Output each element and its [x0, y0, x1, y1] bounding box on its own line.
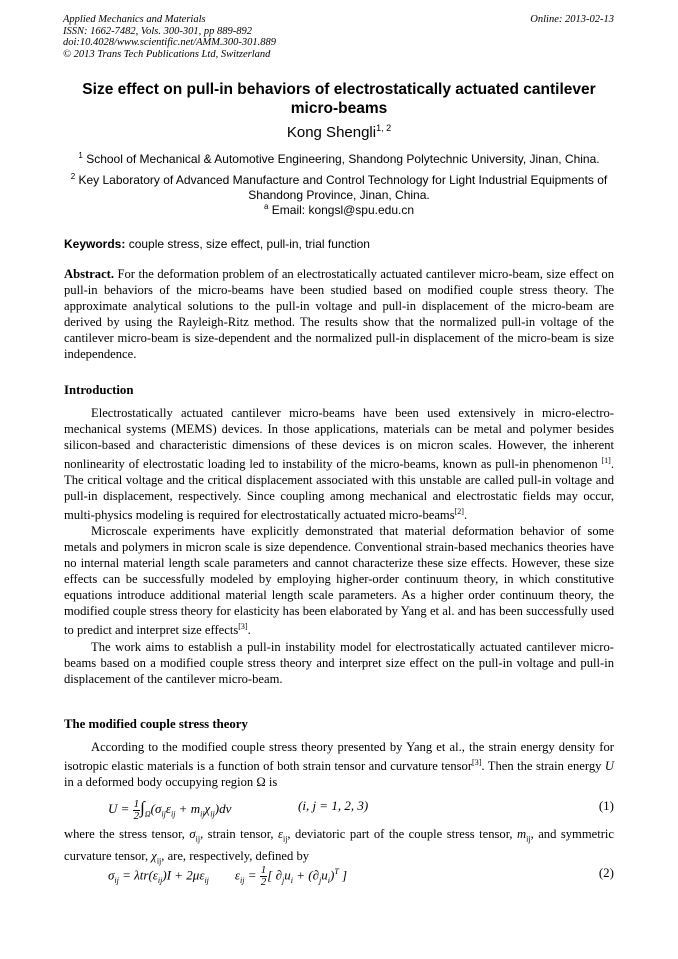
eq1-expression: U = $\frac{1}{2}$ $\int_\Omega(\sigma_{ij}\varepsilon_{ij} + m_{ij}\chi_{ij})dv$	[108, 797, 232, 822]
online-date: Online: 2013-02-13	[530, 14, 614, 25]
abstract-label: Abstract.	[64, 267, 115, 281]
affiliation-2-text: Key Laboratory of Advanced Manufacture and Control Technology for Light Industrial Equipments of Shandong Province, Jinan, China.	[78, 173, 608, 202]
keywords	[64, 237, 370, 251]
author-sup: 1, 2	[376, 123, 392, 133]
journal-header	[63, 14, 276, 60]
ref-3[interactable]: [3]	[238, 622, 248, 632]
email-sup: a	[263, 202, 269, 211]
eq1-number: (1)	[598, 798, 614, 813]
mcst-paragraph-2: where the stress tensor, $\sigma_{ij}$, strain tensor, $\varepsilon_{ij}$, deviatoric part of the couple stress tensor, $m_{ij}$, and symmetric curvature tensor, $\chi_{ij}$, are, respectively, defined by	[64, 827, 615, 866]
ref-3b[interactable]: [3]	[472, 758, 482, 767]
author	[60, 123, 618, 141]
intro-paragraph-1: Electrostatically actuated cantilever micro-beams have been used extensively in micro-electro-mechanical systems (MEMS) devices. In those applications, materials can be metal and polymer besides silicon-based and characteristic dimensions of these devices is on micron scales. However, the inherent nonlinearity of electrostatic loading led to instability of the micro-beams, known as pull-in phenomenon [1]. The critical voltage and the critical displacement associated with this unstable are called pull-in voltage and pull-in displacement, respectively. Since coupling among mechanical and electrostatic fields may occur, multi-physics modeling is required for electrostatically actuated micro-beams[2].	[64, 406, 614, 523]
mcst-paragraph-1: According to the modified couple stress theory presented by Yang et al., the strain energy density for isotropic elastic materials is a function of both strain tensor and curvature tensor[3]. Then the strain energy U in a deformed body occupying region Ω is	[64, 740, 614, 790]
intro-paragraph-3: The work aims to establish a pull-in instability model for electrostatically actuated cantilever micro-beams based on a modified couple stress theory and interpret size effect on the pull-in voltage and pull-in displacement of the cantilever micro-beam.	[64, 639, 614, 686]
affiliation-2	[60, 170, 618, 202]
affiliation-1-sup: 1	[78, 151, 83, 160]
copyright-line: © 2013 Trans Tech Publications Ltd, Switzerland	[63, 48, 271, 60]
equation-2	[64, 858, 614, 888]
introduction-body	[64, 405, 614, 687]
ref-1[interactable]: [1]	[601, 456, 611, 465]
journal-name: Applied Mechanics and Materials	[63, 14, 206, 25]
author-name: Kong Shengli	[286, 124, 377, 141]
abstract-text: For the deformation problem of an electrostatically actuated cantilever micro-beam, size effect on pull-in behaviors of the micro-beams have been studied based on modified couple stress theory. The approximate analytical solutions to the pull-in voltage and pull-in displacement of the micro-beam are derived by using the Rayleigh-Ritz method. The results show that the normalized pull-in voltage of the cantilever micro-beam is size-dependent and the normalized pull-in displacement of the micro-beam is size independence.	[64, 267, 614, 361]
paper-title: Size effect on pull-in behaviors of electrostatically actuated cantilever micro-beams	[82, 81, 596, 117]
affiliation-1-text: School of Mechanical & Automotive Engineering, Shandong Polytechnic University, Jinan, China.	[86, 152, 600, 166]
intro-paragraph-2: Microscale experiments have explicitly demonstrated that material deformation behavior of some metals and polymers in micron scale is size dependence. Conventional strain-based mechanics theories have no internal material length scale parameters and cannot characterize these size effects. However, these size effects can be successfully modeled by employing higher-order continuum theory, in which constitutive equations introduce additional material length scale parameters. As a higher order continuum theory, the modified couple stress theory for elasticity has been elaborated by Yang et al. and has been successfully used to predict and interpret size effects[3].	[64, 524, 614, 638]
doi-line: doi:10.4028/www.scientific.net/AMM.300-301.889	[63, 37, 276, 48]
abstract	[64, 266, 614, 362]
eq1-index-range: (i, j = 1, 2, 3)	[298, 798, 369, 813]
introduction-heading: Introduction	[64, 383, 134, 397]
eq2-number: (2)	[598, 865, 614, 880]
email-text: Email: kongsl@spu.edu.cn	[271, 203, 415, 217]
issn-line: ISSN: 1662-7482, Vols. 300-301, pp 889-892	[63, 25, 252, 37]
ref-2[interactable]: [2]	[454, 507, 464, 517]
keywords-text: couple stress, size effect, pull-in, trial function	[125, 237, 370, 251]
affiliation-1	[60, 149, 618, 167]
email	[60, 200, 618, 218]
keywords-label: Keywords:	[64, 237, 126, 251]
omega-symbol: Ω	[256, 775, 266, 790]
affiliation-2-sup: 2	[70, 172, 76, 181]
mcst-heading: The modified couple stress theory	[64, 717, 248, 731]
equation-1	[64, 791, 614, 821]
eq2-expression: $\sigma_{ij} = \lambda tr(\varepsilon_{ij})I + 2\mu\varepsilon_{ij}$ $\varepsilon_{ij}$ = $\frac{1}{2}$ [ $\partial_ju_i + (\partial_ju_i)^T$ ]	[108, 864, 348, 888]
